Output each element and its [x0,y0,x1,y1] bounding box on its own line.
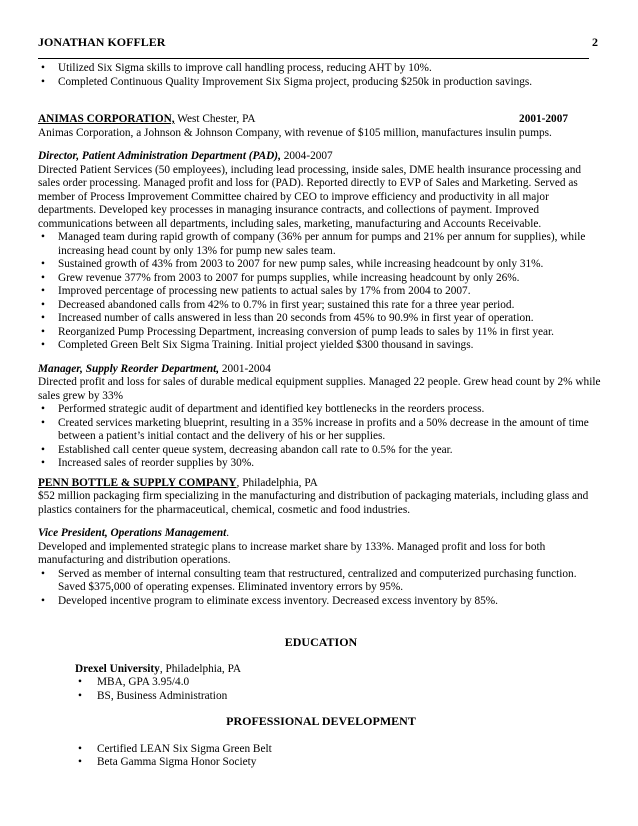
education-school-line [75,663,604,677]
penn-company-line [38,477,604,491]
penn-role-title-line [38,527,604,541]
animas-description: Animas Corporation, a Johnson & Johnson Company, with revenue of $105 million, manufactures insulin pumps. [38,126,552,139]
penn-role-title: Vice President, Operations Management [38,527,227,539]
professional-development-list [38,743,604,770]
list-item: • Certified LEAN Six Sigma Green Belt [75,743,604,757]
list-item: • Completed Green Belt Six Sigma Training. Initial project yielded $300 thousand in savings. [38,339,604,353]
education-section [38,663,604,704]
animas-role2-title-line [38,363,604,377]
page-header [38,35,604,49]
list-item: • Created services marketing blueprint, resulting in a 35% increase in profits and a 50% decrease in the amount of time between a patient’s initial contact and the delivery of his or her supplies. [38,417,604,444]
animas-role2-bullets [38,403,604,471]
animas-role2-title: Manager, Supply Reorder Department, [38,362,220,375]
list-item: • Utilized Six Sigma skills to improve call handling process, reducing AHT by 10%. [38,62,604,76]
list-item: • Established call center queue system, decreasing abandon call rate to 0.5% for the year. [38,444,604,458]
list-item: • Grew revenue 377% from 2003 to 2007 for pumps supplies, while increasing headcount by only 26%. [38,272,604,286]
animas-company-line [38,113,568,127]
penn-role-summary: Developed and implemented strategic plans to increase market share by 133%. Managed profit and loss for both manufacturing and distribution operations. [38,540,546,566]
penn-role-bullets [38,568,604,609]
penn-role-title-suffix: . [226,527,230,539]
animas-role1-title: Director, Patient Administration Department (PAD), [38,150,281,162]
animas-role1-title-line [38,150,604,164]
education-degrees [75,676,604,703]
education-location: , Philadelphia, PA [159,662,241,675]
list-item: • Increased sales of reorder supplies by 30%. [38,457,604,471]
penn-description: $52 million packaging firm specializing in the manufacturing and distribution of packaging materials, including glass and plastics containers for the pharmaceutical, chemical, cosmetic and food industries. [38,490,589,516]
professional-development-heading: PROFESSIONAL DEVELOPMENT [226,714,416,728]
header-rule [38,58,589,59]
animas-company-name: ANIMAS CORPORATION, [38,113,175,125]
list-item: • Beta Gamma Sigma Honor Society [75,756,604,770]
list-item: • Increased number of calls answered in less than 20 seconds from 45% to 90.9% in first year of operation. [38,312,604,326]
animas-role1-bullets [38,231,604,353]
list-item: • Sustained growth of 43% from 2003 to 2007 for new pump sales, while increasing headcount by only 31%. [38,258,604,272]
list-item: • Performed strategic audit of department and identified key bottlenecks in the reorders process. [38,403,604,417]
education-school: Drexel University [75,662,160,675]
animas-role2-summary: Directed profit and loss for sales of durable medical equipment supplies. Managed 22 people. Grew head count by 2% while sales grew by 33% [38,376,601,402]
candidate-name: JONATHAN KOFFLER [38,35,166,49]
list-item: • Decreased abandoned calls from 42% to 0.7% in first year; sustained this rate for a three year period. [38,299,604,313]
page-number: 2 [592,35,598,49]
animas-role1-dates: 2004-2007 [280,150,333,162]
list-item: • BS, Business Administration [75,690,604,704]
list-item: • MBA, GPA 3.95/4.0 [75,676,604,690]
animas-location: West Chester, PA [174,113,256,125]
list-item: • Managed team during rapid growth of company (36% per annum for pumps and 21% per annum for supplies), while increasing head count by only 13% for pump new sales team. [38,231,604,258]
list-item: • Improved percentage of processing new patients to actual sales by 17% from 2004 to 2007. [38,285,604,299]
list-item: • Completed Continuous Quality Improvement Six Sigma project, producing $250k in production savings. [38,76,604,90]
education-heading: EDUCATION [284,635,358,649]
animas-role1-summary: Directed Patient Services (50 employees), including lead processing, inside sales, DME health insurance processing and sales order processing. Managed profit and loss for (PAD). Reported directly to EVP of Sales and Marketing. Served as member of Process Improvement Committee chaired by CEO to improve efficiency and productivity in all major departments. Developed key processes in managing insurance contracts, and collections of payment. Improved communications between all departments, including sales, marketing, manufacturing and Accounts Receivable. [38,163,582,230]
prior-role-bullets [38,62,604,89]
list-item: • Served as member of internal consulting team that restructured, centralized and computerized purchasing function. Saved $375,000 of operating expenses. Eliminated inventory errors by 95%. [38,568,604,595]
animas-role2-dates: 2001-2004 [219,362,271,375]
penn-location: , Philadelphia, PA [236,476,318,489]
penn-company-name: PENN BOTTLE & SUPPLY COMPANY [38,476,237,489]
list-item: • Reorganized Pump Processing Department, increasing conversion of pump leads to sales by 11% in first year. [38,326,604,340]
animas-dates: 2001-2007 [519,113,568,125]
resume-page [38,35,604,770]
list-item: • Developed incentive program to eliminate excess inventory. Decreased excess inventory by 85%. [38,595,604,609]
